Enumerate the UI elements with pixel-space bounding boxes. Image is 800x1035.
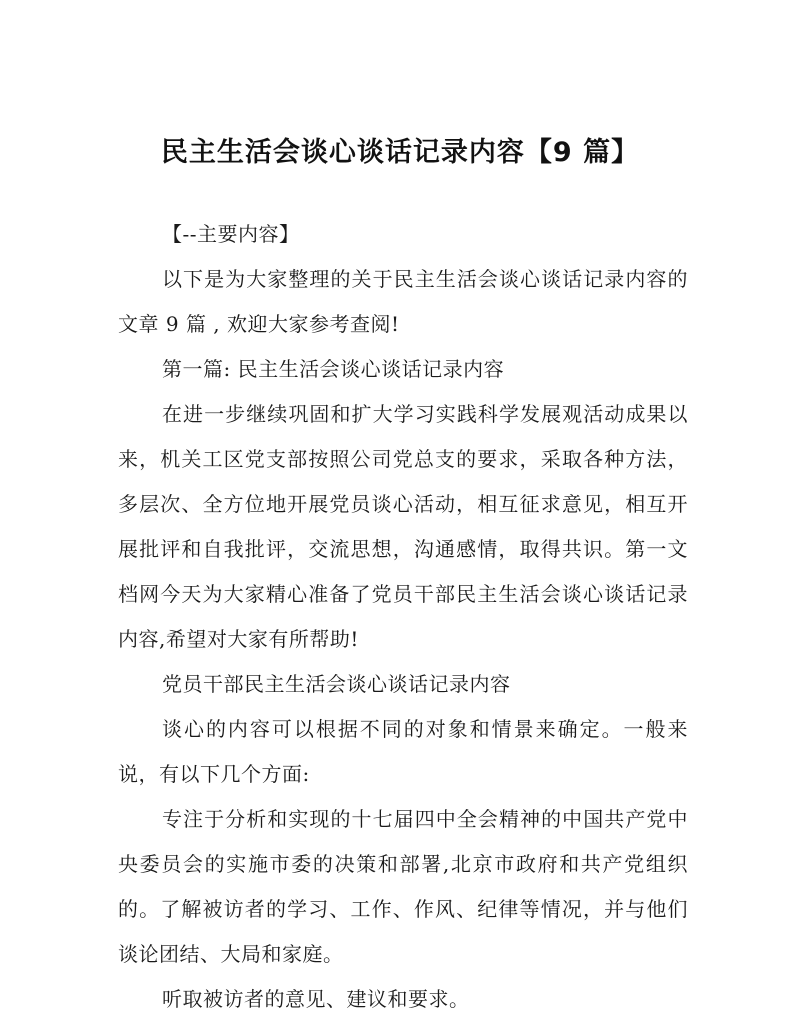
intro-paragraph: 以下是为大家整理的关于民主生活会谈心谈话记录内容的文章 9 篇 , 欢迎大家参考查阅! [118,267,688,336]
subsection-heading: 党员干部民主生活会谈心谈话记录内容 [162,672,511,696]
document-body [118,212,688,1022]
section-heading: 第一篇: 民主生活会谈心谈话记录内容 [162,357,505,381]
summary-label: 【--主要内容】 [162,222,300,246]
page-title: 民主生活会谈心谈话记录内容【9 篇】 [160,137,640,168]
body-paragraph: 专注于分析和实现的十七届四中全会精神的中国共产党中央委员会的实施市委的决策和部署,北京市政府和共产党组织的。了解被访者的学习、工作、作风、纪律等情况，并与他们谈论团结、大局和家庭。 [118,807,688,966]
body-paragraph: 听取被访者的意见、建议和要求。 [162,987,470,1011]
body-paragraph: 在进一步继续巩固和扩大学习实践科学发展观活动成果以来，机关工区党支部按照公司党总支的要求，采取各种方法，多层次、全方位地开展党员谈心活动，相互征求意见，相互开展批评和自我批评，交流思想，沟通感情，取得共识。第一文档网今天为大家精心准备了党员干部民主生活会谈心谈话记录内容,希望对大家有所帮助! [118,402,688,651]
body-paragraph: 谈心的内容可以根据不同的对象和情景来确定。一般来说，有以下几个方面: [118,717,688,786]
